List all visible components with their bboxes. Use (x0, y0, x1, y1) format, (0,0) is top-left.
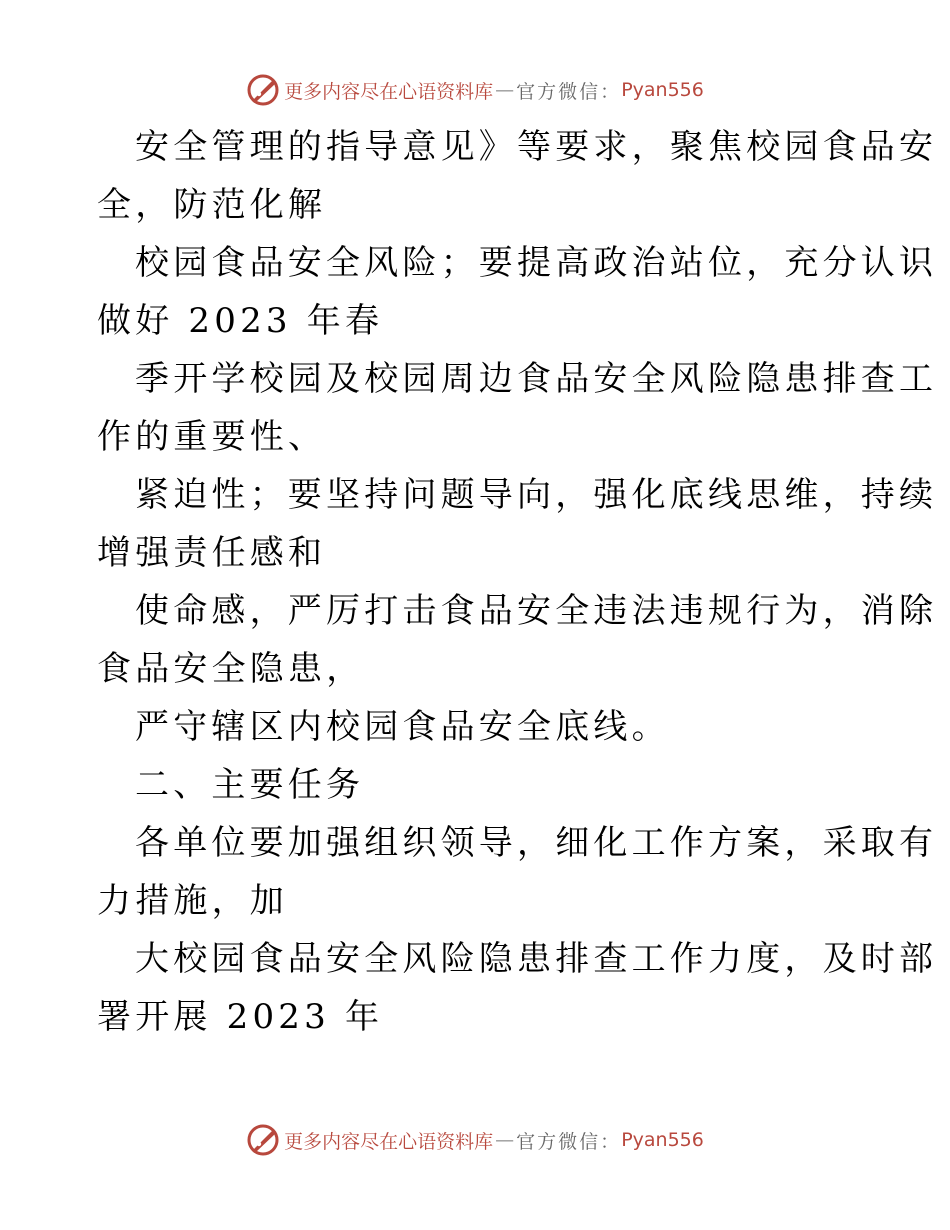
text-line: 校园食品安全风险；要提高政治站位，充分认识 (135, 243, 938, 283)
quill-logo-icon (246, 1123, 280, 1157)
text-line: 增强责任感和 (97, 533, 327, 573)
text-line: 食品安全隐患， (97, 649, 365, 689)
text-line: 力措施，加 (97, 881, 288, 921)
text-line: 全，防范化解 (97, 185, 327, 225)
watermark-dash: — (495, 79, 515, 101)
footer-watermark (0, 1120, 950, 1160)
quill-logo-icon (246, 73, 280, 107)
text-line: 各单位要加强组织领导，细化工作方案，采取有 (135, 823, 938, 863)
watermark-wechat-id: Pyan556 (621, 79, 704, 101)
text-line: 严守辖区内校园食品安全底线。 (135, 707, 670, 747)
text-line: 作的重要性、 (97, 417, 327, 457)
section-heading: 二、主要任务 (135, 765, 365, 805)
text-line: 紧迫性；要坚持问题导向，强化底线思维，持续 (135, 475, 938, 515)
text-line: 季开学校园及校园周边食品安全风险隐患排查工 (135, 359, 938, 399)
watermark-dash: — (495, 1129, 515, 1151)
text-line: 做好 2023 年春 (97, 301, 384, 341)
text-line: 大校园食品安全风险隐患排查工作力度，及时部 (135, 939, 938, 979)
watermark-text: 更多内容尽在心语资料库 (284, 1130, 494, 1153)
text-line: 安全管理的指导意见》等要求，聚焦校园食品安 (135, 127, 938, 167)
document-body (97, 118, 938, 1046)
watermark-label: 官方微信： (516, 80, 622, 103)
text-line: 使命感，严厉打击食品安全违法违规行为，消除 (135, 591, 938, 631)
text-line: 署开展 2023 年 (97, 997, 384, 1037)
watermark-text: 更多内容尽在心语资料库 (284, 80, 494, 103)
header-watermark (0, 70, 950, 110)
watermark-label: 官方微信： (516, 1130, 622, 1153)
watermark-wechat-id: Pyan556 (621, 1129, 704, 1151)
